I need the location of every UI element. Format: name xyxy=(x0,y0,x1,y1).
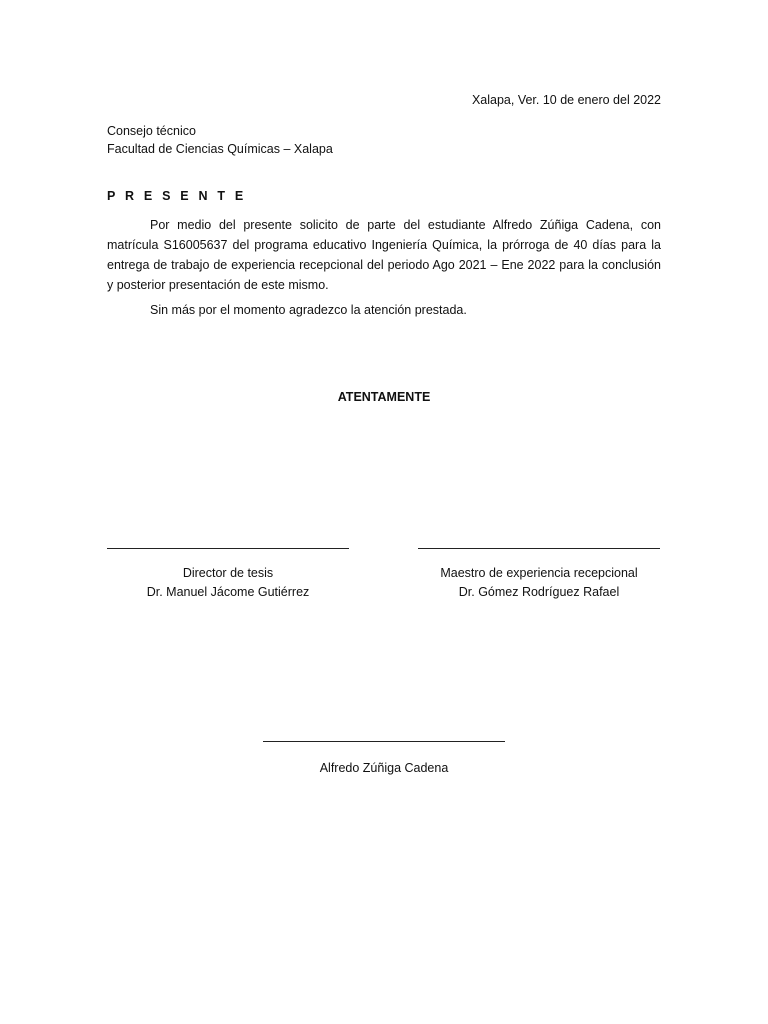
teacher-name: Dr. Gómez Rodríguez Rafael xyxy=(458,585,620,599)
teacher-role: Maestro de experiencia recepcional xyxy=(440,566,638,580)
recipient-council: Consejo técnico xyxy=(107,124,196,138)
sign-off: ATENTAMENTE xyxy=(337,390,431,404)
director-role: Director de tesis xyxy=(182,566,274,580)
request-paragraph: Por medio del presente solicito de parte del estudiante Alfredo Zúñiga Cadena, con matrícula S16005637 del programa educativo Ingeniería Química, la prórroga de 40 días para la entrega de trabajo de experiencia recepcional del periodo Ago 2021 – Ene 2022 para la conclusión y posterior presentación de este mismo. xyxy=(107,218,661,292)
teacher-signature-block xyxy=(389,564,689,602)
date-line: Xalapa, Ver. 10 de enero del 2022 xyxy=(471,93,661,107)
teacher-signature-line xyxy=(418,548,660,549)
closing-sentence: Sin más por el momento agradezco la atención prestada. xyxy=(150,303,467,317)
recipient-block xyxy=(107,122,333,158)
student-signature-block xyxy=(234,759,534,778)
director-signature-line xyxy=(107,548,349,549)
student-name: Alfredo Zúñiga Cadena xyxy=(319,761,449,775)
director-name: Dr. Manuel Jácome Gutiérrez xyxy=(146,585,310,599)
recipient-faculty: Facultad de Ciencias Químicas – Xalapa xyxy=(107,142,333,156)
greeting-presente: P R E S E N T E xyxy=(107,189,247,203)
student-signature-line xyxy=(263,741,505,742)
director-signature-block xyxy=(78,564,378,602)
